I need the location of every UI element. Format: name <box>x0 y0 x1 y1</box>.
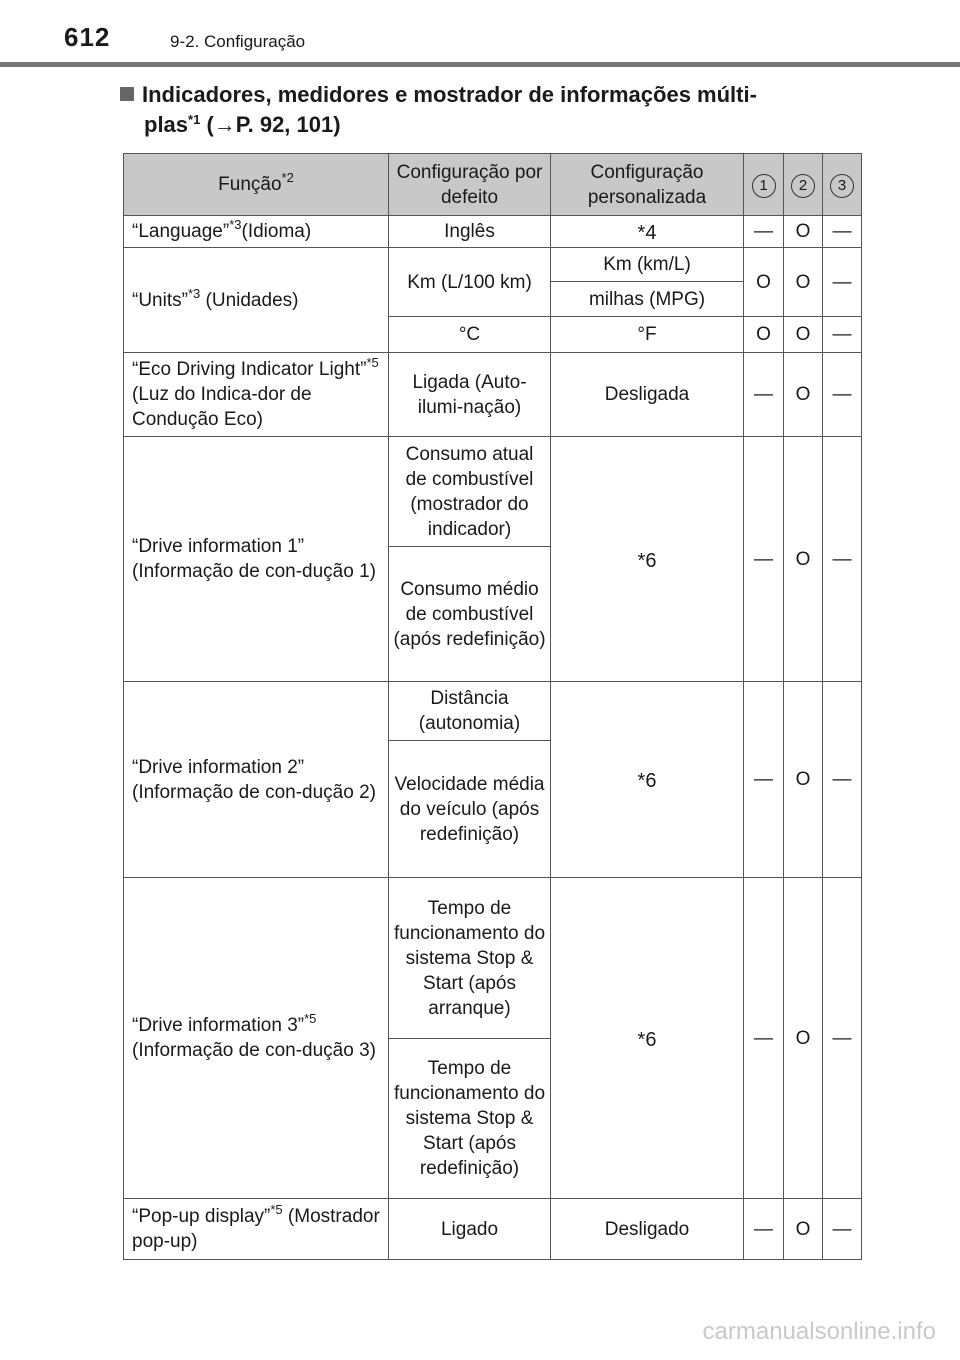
drive2-custom: *6 <box>551 682 744 878</box>
heading-line2: plas <box>144 112 189 137</box>
header-col-3 <box>823 154 862 216</box>
heading-ref: (→P. 92, 101) <box>200 112 341 137</box>
table-header-row <box>124 154 862 216</box>
mark: O <box>784 353 823 437</box>
drive3-custom: *6 <box>551 878 744 1199</box>
drive3-default-start: Tempo de funcionamento do sistema Stop & Start (após arranque) <box>389 878 551 1039</box>
mark: — <box>744 682 784 878</box>
mark: — <box>823 682 862 878</box>
mark: O <box>744 248 784 317</box>
mark: — <box>823 216 862 248</box>
mark: O <box>744 317 784 353</box>
mark: — <box>744 437 784 682</box>
mark: O <box>784 248 823 317</box>
watermark: carmanualsonline.info <box>702 1318 936 1345</box>
mark: O <box>784 437 823 682</box>
header-col-2 <box>784 154 823 216</box>
mark: — <box>744 216 784 248</box>
drive2-function: “Drive information 2” (Informação de con-dução 2) <box>124 682 389 878</box>
units-custom-mpg: milhas (MPG) <box>551 282 744 317</box>
drive3-default-reset: Tempo de funcionamento do sistema Stop & Start (após redefinição) <box>389 1039 551 1199</box>
mark: O <box>784 216 823 248</box>
square-bullet-icon <box>120 87 134 101</box>
drive1-default-current: Consumo atual de combustível (mostrador do indicador) <box>389 437 551 547</box>
mark: — <box>823 1199 862 1260</box>
header-rule <box>0 62 960 67</box>
drive3-function: “Drive information 3”$^{*5}$ (Informação de con-dução 3) <box>124 878 389 1199</box>
mark: — <box>823 878 862 1199</box>
section-heading <box>120 80 840 140</box>
popup-default: Ligado <box>389 1199 551 1260</box>
mark: O <box>784 1199 823 1260</box>
heading-footnote: *1 <box>188 112 201 127</box>
units-function: “Units”$^{*3}$ (Unidades) <box>124 248 389 353</box>
heading-line1: Indicadores, medidores e mostrador de informações múlti- <box>142 82 757 107</box>
section-title: 9-2. Configuração <box>170 32 306 51</box>
language-custom: *4 <box>551 216 744 248</box>
eco-custom: Desligada <box>551 353 744 437</box>
mark: — <box>823 437 862 682</box>
mark: O <box>784 317 823 353</box>
popup-function: “Pop-up display”$^{*5}$ (Mostrador pop-up) <box>124 1199 389 1260</box>
circled-2-icon: 2 <box>791 174 815 198</box>
table-row <box>124 1199 862 1260</box>
circled-3-icon: 3 <box>830 174 854 198</box>
units-default-temp: °C <box>389 317 551 353</box>
table-row <box>124 353 862 437</box>
header-default: Configuração por defeito <box>389 154 551 216</box>
drive1-custom: *6 <box>551 437 744 682</box>
page-number: 612 <box>64 22 111 52</box>
table-row <box>124 437 862 547</box>
settings-table <box>123 153 862 1260</box>
mark: — <box>744 878 784 1199</box>
mark: — <box>823 353 862 437</box>
mark: — <box>823 317 862 353</box>
mark: — <box>823 248 862 317</box>
drive1-function: “Drive information 1” (Informação de con-dução 1) <box>124 437 389 682</box>
drive2-default-distance: Distância (autonomia) <box>389 682 551 741</box>
language-default: Inglês <box>389 216 551 248</box>
table-row <box>124 248 862 282</box>
table-row <box>124 216 862 248</box>
mark: O <box>784 682 823 878</box>
eco-default: Ligada (Auto-ilumi-nação) <box>389 353 551 437</box>
units-custom-kml: Km (km/L) <box>551 248 744 282</box>
drive2-default-speed: Velocidade média do veículo (após redefinição) <box>389 741 551 878</box>
units-custom-temp: °F <box>551 317 744 353</box>
header-col-1 <box>744 154 784 216</box>
eco-function: “Eco Driving Indicator Light”$^{*5}$ (Luz do Indica-dor de Condução Eco) <box>124 353 389 437</box>
drive1-default-average: Consumo médio de combustível (após redefinição) <box>389 547 551 682</box>
mark: — <box>744 353 784 437</box>
header-custom: Configuração personalizada <box>551 154 744 216</box>
table-row <box>124 682 862 741</box>
mark: O <box>784 878 823 1199</box>
mark: — <box>744 1199 784 1260</box>
table-row <box>124 878 862 1039</box>
popup-custom: Desligado <box>551 1199 744 1260</box>
language-function: “Language”$^{*3}$(Idioma) <box>124 216 389 248</box>
header-function: Função$^{*2}$ <box>124 154 389 216</box>
units-default-distance: Km (L/100 km) <box>389 248 551 317</box>
circled-1-icon: 1 <box>752 174 776 198</box>
